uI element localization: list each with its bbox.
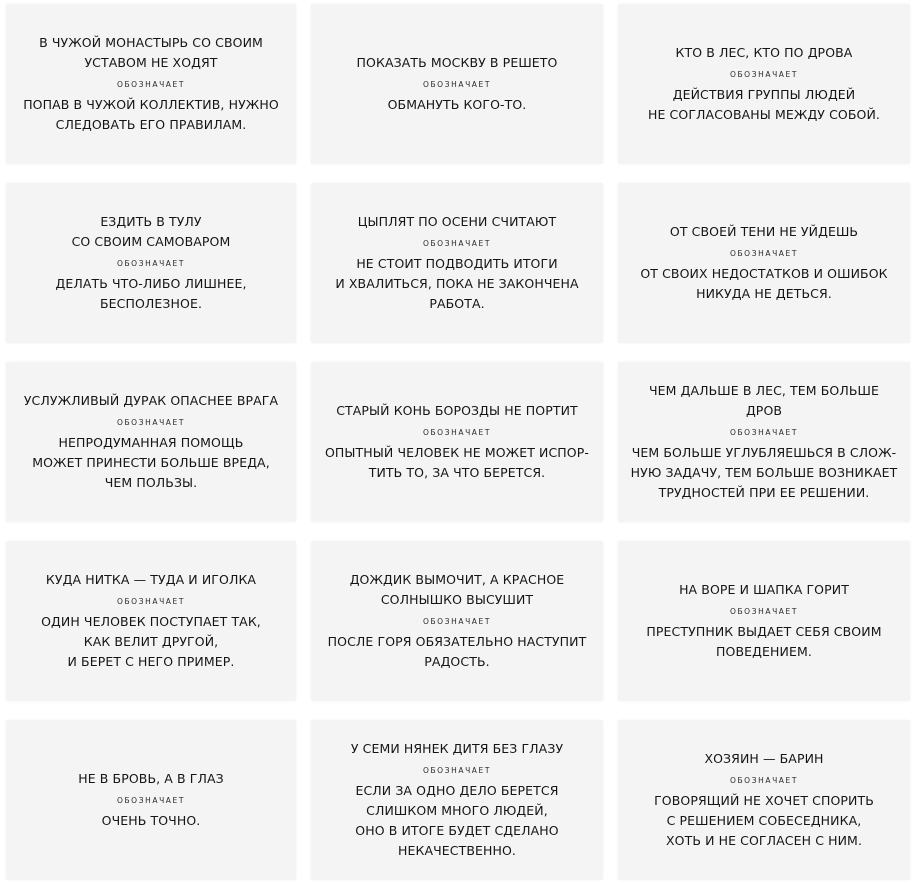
proverb-phrase: СТАРЫЙ КОНЬ БОРОЗДЫ НЕ ПОРТИТ xyxy=(336,403,578,418)
proverb-meaning: ПРЕСТУПНИК ВЫДАЕТ СЕБЯ СВОИМ ПОВЕДЕНИЕМ. xyxy=(646,624,882,659)
proverb-meaning: ДЕЙСТВИЯ ГРУППЫ ЛЮДЕЙ НЕ СОГЛАСОВАНЫ МЕЖДУ СОБОЙ. xyxy=(647,87,880,122)
proverb-phrase: ХОЗЯИН — БАРИН xyxy=(704,751,824,766)
proverb-phrase: ЕЗДИТЬ В ТУЛУ СО СВОИМ САМОВАРОМ xyxy=(71,214,231,249)
means-label: ОБОЗНАЧАЕТ xyxy=(116,418,186,427)
proverb-phrase: ПОКАЗАТЬ МОСКВУ В РЕШЕТО xyxy=(356,55,558,70)
proverb-phrase: КУДА НИТКА — ТУДА И ИГОЛКА xyxy=(45,572,257,587)
means-label: ОБОЗНАЧАЕТ xyxy=(729,607,799,616)
means-label: ОБОЗНАЧАЕТ xyxy=(422,428,492,437)
means-label: ОБОЗНАЧАЕТ xyxy=(116,597,186,606)
proverb-phrase: ОТ СВОЕЙ ТЕНИ НЕ УЙДЕШЬ xyxy=(669,224,859,239)
means-label: ОБОЗНАЧАЕТ xyxy=(729,428,799,437)
proverb-card xyxy=(6,4,296,164)
proverb-meaning: НЕ СТОИТ ПОДВОДИТЬ ИТОГИ И ХВАЛИТЬСЯ, ПОКА НЕ ЗАКОНЧЕНА РАБОТА. xyxy=(335,256,579,311)
proverb-phrase: КТО В ЛЕС, КТО ПО ДРОВА xyxy=(675,45,853,60)
proverb-card xyxy=(618,183,910,343)
proverb-meaning: ОТ СВОИХ НЕДОСТАТКОВ И ОШИБОК НИКУДА НЕ ДЕТЬСЯ. xyxy=(640,266,888,301)
proverb-phrase: ЧЕМ ДАЛЬШЕ В ЛЕС, ТЕМ БОЛЬШЕ ДРОВ xyxy=(648,383,880,418)
proverb-meaning: ЧЕМ БОЛЬШЕ УГЛУБЛЯЕШЬСЯ В СЛОЖ- НУЮ ЗАДАЧУ, ТЕМ БОЛЬШЕ ВОЗНИКАЕТ ТРУДНОСТЕЙ ПРИ ЕЕ РЕШЕНИИ. xyxy=(630,445,898,500)
proverb-meaning: ПОСЛЕ ГОРЯ ОБЯЗАТЕЛЬНО НАСТУПИТ РАДОСТЬ. xyxy=(327,634,587,669)
proverb-card xyxy=(6,720,296,880)
proverb-card xyxy=(311,541,603,701)
proverb-card xyxy=(6,362,296,522)
proverb-card xyxy=(311,4,603,164)
means-label: ОБОЗНАЧАЕТ xyxy=(422,80,492,89)
means-label: ОБОЗНАЧАЕТ xyxy=(422,617,492,626)
proverb-meaning: НЕПРОДУМАННАЯ ПОМОЩЬ МОЖЕТ ПРИНЕСТИ БОЛЬШЕ ВРЕДА, ЧЕМ ПОЛЬЗЫ. xyxy=(32,435,270,490)
proverb-card xyxy=(6,183,296,343)
proverb-card xyxy=(311,183,603,343)
proverb-phrase: НЕ В БРОВЬ, А В ГЛАЗ xyxy=(78,771,224,786)
proverb-card xyxy=(618,4,910,164)
proverb-phrase: НА ВОРЕ И ШАПКА ГОРИТ xyxy=(679,582,849,597)
proverb-card xyxy=(618,720,910,880)
proverb-meaning: ПОПАВ В ЧУЖОЙ КОЛЛЕКТИВ, НУЖНО СЛЕДОВАТЬ ЕГО ПРАВИЛАМ. xyxy=(23,97,279,132)
proverb-card-grid xyxy=(6,4,908,880)
means-label: ОБОЗНАЧАЕТ xyxy=(729,249,799,258)
proverb-card xyxy=(618,362,910,522)
proverb-meaning: ОЧЕНЬ ТОЧНО. xyxy=(101,813,201,828)
proverb-phrase: ЦЫПЛЯТ ПО ОСЕНИ СЧИТАЮТ xyxy=(357,214,557,229)
means-label: ОБОЗНАЧАЕТ xyxy=(729,776,799,785)
proverb-phrase: В ЧУЖОЙ МОНАСТЫРЬ СО СВОИМ УСТАВОМ НЕ ХОДЯТ xyxy=(39,35,263,70)
proverb-meaning: ОБМАНУТЬ КОГО-ТО. xyxy=(387,97,527,112)
proverb-meaning: ОПЫТНЫЙ ЧЕЛОВЕК НЕ МОЖЕТ ИСПОР- ТИТЬ ТО, ЗА ЧТО БЕРЕТСЯ. xyxy=(324,445,589,480)
proverb-card xyxy=(311,720,603,880)
proverb-meaning: ДЕЛАТЬ ЧТО-ЛИБО ЛИШНЕЕ, БЕСПОЛЕЗНОЕ. xyxy=(55,276,247,311)
proverb-card xyxy=(311,362,603,522)
proverb-phrase: У СЕМИ НЯНЕК ДИТЯ БЕЗ ГЛАЗУ xyxy=(350,741,564,756)
proverb-card xyxy=(6,541,296,701)
proverb-phrase: УСЛУЖЛИВЫЙ ДУРАК ОПАСНЕЕ ВРАГА xyxy=(23,393,279,408)
proverb-meaning: ЕСЛИ ЗА ОДНО ДЕЛО БЕРЕТСЯ СЛИШКОМ МНОГО ЛЮДЕЙ, ОНО В ИТОГЕ БУДЕТ СДЕЛАНО НЕКАЧЕСТВЕННО. xyxy=(355,783,559,858)
means-label: ОБОЗНАЧАЕТ xyxy=(116,259,186,268)
means-label: ОБОЗНАЧАЕТ xyxy=(422,766,492,775)
means-label: ОБОЗНАЧАЕТ xyxy=(729,70,799,79)
proverb-meaning: ОДИН ЧЕЛОВЕК ПОСТУПАЕТ ТАК, КАК ВЕЛИТ ДРУГОЙ, И БЕРЕТ С НЕГО ПРИМЕР. xyxy=(41,614,261,669)
means-label: ОБОЗНАЧАЕТ xyxy=(116,80,186,89)
means-label: ОБОЗНАЧАЕТ xyxy=(116,796,186,805)
proverb-meaning: ГОВОРЯЩИЙ НЕ ХОЧЕТ СПОРИТЬ С РЕШЕНИЕМ СОБЕСЕДНИКА, ХОТЬ И НЕ СОГЛАСЕН С НИМ. xyxy=(654,793,874,848)
proverb-phrase: ДОЖДИК ВЫМОЧИТ, А КРАСНОЕ СОЛНЫШКО ВЫСУШИТ xyxy=(349,572,565,607)
proverb-card xyxy=(618,541,910,701)
means-label: ОБОЗНАЧАЕТ xyxy=(422,239,492,248)
